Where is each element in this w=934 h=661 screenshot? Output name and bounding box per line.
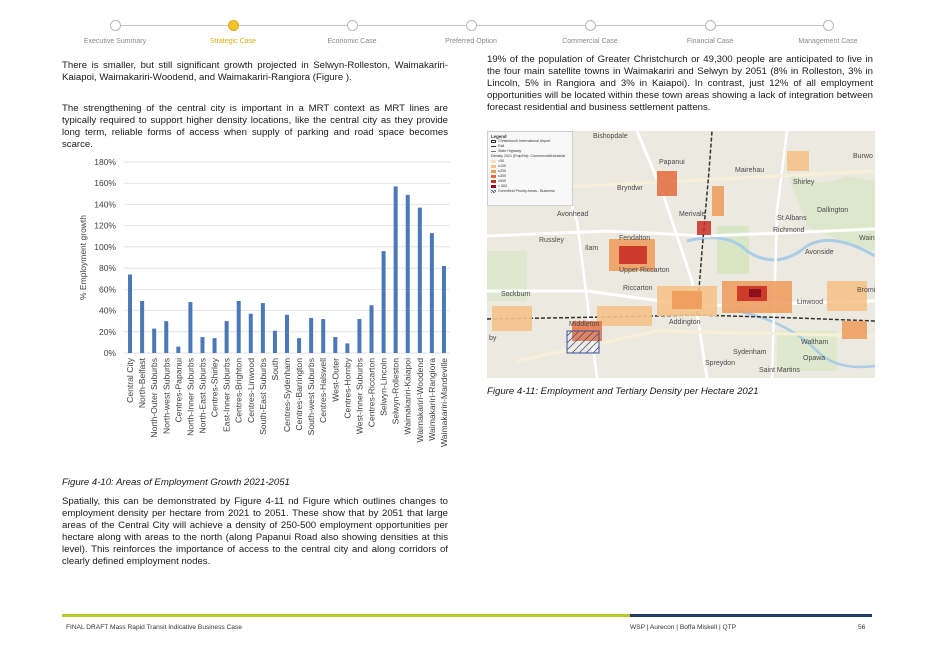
- step-label: Executive Summary: [83, 38, 147, 45]
- step-label: Strategic Case: [210, 38, 256, 45]
- step-dot: [823, 20, 834, 31]
- map-place-label: Fendalton: [619, 235, 651, 242]
- legend-density-4: ≤300: [491, 174, 569, 179]
- map-place-label: Avonside: [805, 249, 834, 256]
- map-place-label: Bryndwr: [617, 185, 643, 192]
- map-place-label: by: [489, 335, 497, 342]
- chart-bar: [176, 347, 180, 353]
- x-tick-label: South-East Suburbs: [257, 358, 268, 435]
- step-label: Financial Case: [686, 38, 734, 45]
- legend-greenfield: Greenfield Priority Areas - Business: [491, 189, 569, 194]
- y-tick-label: 60%: [98, 284, 116, 295]
- x-tick-label: Centres-Riccarton: [366, 358, 377, 428]
- step-dot: [110, 20, 121, 31]
- employment-density-map: [487, 131, 875, 378]
- x-tick-label: Waimakariri-Rangiora: [426, 358, 437, 441]
- park-area: [777, 331, 837, 371]
- chart-bar: [188, 302, 192, 353]
- map-place-label: Sockburn: [501, 291, 531, 298]
- chart-bar: [152, 329, 156, 353]
- map-place-label: Riccarton: [623, 285, 653, 292]
- step-management-case[interactable]: [778, 18, 878, 45]
- map-place-label: Upper Riccarton: [619, 267, 670, 274]
- legend-density-6: > 500: [491, 184, 569, 189]
- chart-bar: [345, 343, 349, 353]
- x-tick-label: Centres-Papanui: [173, 358, 184, 423]
- map-place-label: Shirley: [793, 179, 815, 186]
- highway-icon: [491, 151, 496, 152]
- chart-bar: [164, 321, 168, 353]
- chart-bar: [285, 315, 289, 353]
- map-place-label: Ilam: [585, 245, 599, 252]
- rail-icon: [491, 146, 496, 147]
- chart-bar: [140, 301, 144, 353]
- legend-density-3: ≤200: [491, 169, 569, 174]
- map-place-label: Wain: [859, 235, 875, 242]
- step-label: Commercial Case: [562, 38, 618, 45]
- x-tick-label: North-East Suburbs: [197, 358, 208, 434]
- airport-icon: [491, 140, 496, 143]
- x-tick-label: Selwyn-Lincoln: [378, 358, 389, 416]
- x-tick-label: Centres-Brighton: [233, 358, 244, 423]
- map-place-label: Addington: [669, 319, 701, 326]
- x-tick-label: South-west Suburbs: [306, 358, 317, 436]
- x-tick-label: North-Outer Suburbs: [149, 358, 160, 438]
- chart-bar: [406, 195, 410, 353]
- x-tick-label: West-Inner Suburbs: [354, 358, 365, 435]
- y-tick-label: 0%: [103, 348, 116, 358]
- chart-bar: [394, 186, 398, 353]
- step-preferred-option[interactable]: [421, 18, 521, 45]
- map-place-label: Richmond: [773, 227, 805, 234]
- chart-bar: [442, 266, 446, 353]
- chart-bar: [309, 318, 313, 353]
- chart-bar: [225, 321, 229, 353]
- chart-bar: [128, 274, 132, 353]
- y-tick-label: 180%: [94, 157, 116, 167]
- map-place-label: Dallington: [817, 207, 849, 214]
- step-economic-case[interactable]: [302, 18, 402, 45]
- page-number: 56: [858, 624, 866, 631]
- legend-density-heading: Density 2021 (Emp/Ha): Commercial/Industrial: [491, 154, 566, 158]
- chart-bar: [321, 319, 325, 353]
- chart-bar: [261, 303, 265, 353]
- paragraph-growth-projection: There is smaller, but still significant growth projected in Selwyn-Rolleston, Waimakariri-Kaiapoi, Waimakariri-Woodend, and Waimakariri-Rangiora (Figure ).: [62, 60, 448, 83]
- x-tick-label: South: [269, 358, 280, 381]
- step-commercial-case[interactable]: [540, 18, 640, 45]
- x-tick-label: Central City: [125, 358, 136, 403]
- step-dot: [466, 20, 477, 31]
- y-tick-label: 120%: [94, 220, 116, 231]
- chart-bar: [333, 337, 337, 353]
- map-place-label: Middleton: [569, 321, 600, 328]
- map-place-label: Sydenham: [733, 349, 767, 356]
- step-dot: [228, 20, 239, 31]
- paragraph-spatial-density: Spatially, this can be demonstrated by Figure 4-11 nd Figure which outlines changes to employment density per hectare from 2021 to 2051. These show that by 2051 that large areas of the Central City will achieve a density of 250-500 employment opportunities per hectare along with areas to the north (along Papanui Road also showing densities at this level). This reinforces the importance of access to the central city and along corridors of clearly defined employment nodes.: [62, 496, 448, 567]
- map-legend: [487, 131, 573, 206]
- map-place-label: Russley: [539, 237, 564, 244]
- map-place-label: Bromi: [857, 287, 875, 294]
- chart-bar: [418, 208, 422, 353]
- footer-document-title: FINAL DRAFT Mass Rapid Transit Indicative Business Case: [66, 624, 242, 631]
- chart-bar: [213, 338, 217, 353]
- map-place-label: Merivale: [679, 211, 706, 218]
- map-place-label: Mairehau: [735, 167, 765, 174]
- legend-highway: State Highway: [491, 149, 569, 154]
- x-tick-label: North-Inner Suburbs: [185, 358, 196, 436]
- paragraph-satellite-towns: 19% of the population of Greater Christchurch or 49,300 people are anticipated to live in the four main satellite towns in Waimakariri and Selwyn by 2051 (8% in Rolleston, 3% in Lincoln, 5% in Rangiora and 3% in Kaiapoi). In contrast, just 12% of all employment opportunities will be located within these town areas showing a lack of integration between forecast residential and business settlement pattens.: [487, 54, 873, 113]
- chart-bar: [382, 251, 386, 353]
- y-tick-label: 140%: [94, 199, 116, 210]
- legend-density-5: ≤500: [491, 179, 569, 184]
- chart-bar: [297, 338, 301, 353]
- x-tick-label: Centres-Barrington: [294, 358, 305, 431]
- footer-rule-accent: [630, 614, 872, 617]
- x-tick-label: Centres-Sydenham: [282, 358, 292, 433]
- legend-rail: Rail: [491, 144, 569, 149]
- map-place-label: Opawa: [803, 355, 826, 362]
- step-label: Preferred Option: [445, 38, 497, 45]
- chart-bar: [430, 233, 434, 353]
- x-tick-label: North-west Suburbs: [161, 358, 172, 434]
- map-place-label: Waltham: [801, 339, 829, 346]
- x-tick-label: Waimakariri-Woodend: [414, 358, 425, 443]
- chart-bar: [249, 314, 253, 353]
- map-place-label: St Albans: [777, 215, 807, 222]
- y-axis-label: % Employment growth: [78, 214, 88, 301]
- x-tick-label: Selwyn-Rolleston: [390, 358, 401, 425]
- x-tick-label: Centres-Halswell: [318, 358, 329, 423]
- x-tick-label: North-Belfast: [137, 358, 148, 409]
- step-financial-case[interactable]: [660, 18, 760, 45]
- chart-bar: [357, 319, 361, 353]
- x-tick-label: East-Inner Suburbs: [221, 358, 232, 433]
- map-place-label: Saint Martins: [759, 367, 800, 374]
- employment-growth-chart: [62, 152, 454, 474]
- step-executive-summary[interactable]: [65, 18, 165, 45]
- y-tick-label: 80%: [98, 263, 116, 274]
- road: [487, 229, 875, 236]
- footer-rule: [62, 614, 872, 617]
- chart-bar: [200, 337, 204, 353]
- legend-airport: Christchurch International Airport: [491, 139, 569, 144]
- map-place-label: Bishopdale: [593, 133, 628, 140]
- step-label: Management Case: [798, 38, 858, 45]
- chart-bar: [370, 305, 374, 353]
- chart-bar: [237, 301, 241, 353]
- step-dot: [347, 20, 358, 31]
- figure-caption-4-10: Figure 4-10: Areas of Employment Growth 2021-2051: [62, 477, 290, 488]
- legend-density-1: <50: [491, 159, 569, 164]
- map-place-label: Papanui: [659, 159, 685, 166]
- x-tick-label: Centres-Linwood: [245, 358, 256, 423]
- step-label: Economic Case: [327, 38, 377, 45]
- map-place-label: Avonhead: [557, 211, 589, 218]
- chart-bar: [273, 331, 277, 353]
- footer-authors: WSP | Aurecon | Boffa Miskell | QTP: [630, 624, 737, 631]
- step-strategic-case[interactable]: [183, 18, 283, 45]
- x-tick-label: Waimakariri-Kaiapoi: [402, 358, 413, 435]
- step-dot: [705, 20, 716, 31]
- legend-title: Legend: [491, 134, 507, 139]
- step-dot: [585, 20, 596, 31]
- y-tick-label: 20%: [98, 326, 116, 337]
- progress-stepper: [70, 18, 870, 48]
- y-tick-label: 160%: [94, 178, 116, 189]
- legend-density-2: ≤100: [491, 164, 569, 169]
- figure-caption-4-11: Figure 4-11: Employment and Tertiary Density per Hectare 2021: [487, 386, 759, 397]
- hatch-icon: [491, 190, 496, 193]
- paragraph-central-city: The strengthening of the central city is important in a MRT context as MRT lines are typically required to support higher density locations, like the central city as they provide long term, reliable forms of access when supply of parking and road space becomes scarce.: [62, 103, 448, 150]
- map-place-label: Linwood: [797, 299, 824, 306]
- map-place-label: Burwo: [853, 153, 873, 160]
- x-tick-label: West-Outer: [330, 358, 341, 402]
- x-tick-label: Waimakariri-Mandeville: [438, 358, 449, 447]
- x-tick-label: Centres-Hornby: [342, 358, 353, 419]
- y-tick-label: 40%: [98, 305, 116, 316]
- map-place-label: Spreydon: [705, 360, 735, 367]
- y-tick-label: 100%: [94, 241, 116, 252]
- x-tick-label: Centres-Shirley: [209, 358, 220, 418]
